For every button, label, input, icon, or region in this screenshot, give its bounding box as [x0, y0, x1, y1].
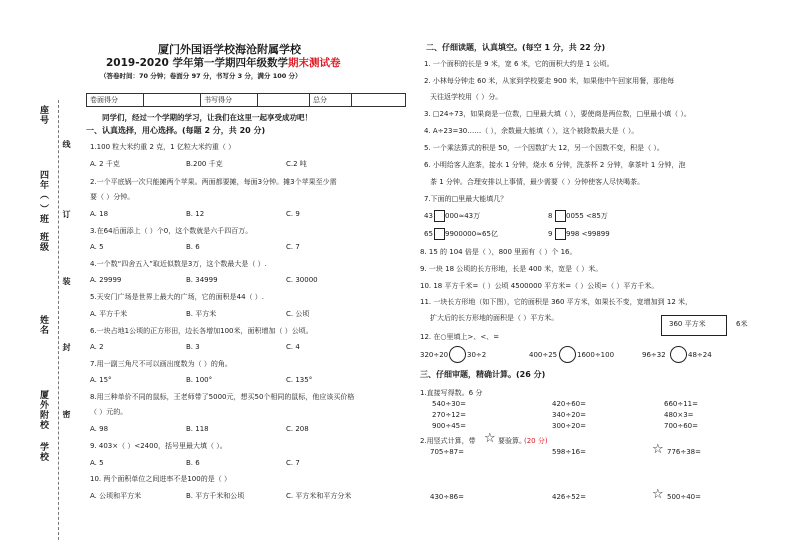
s2-q7-box-2 [555, 210, 566, 222]
score-cell-paper [144, 94, 201, 107]
s2-q7-box-1 [434, 210, 445, 222]
s1-q7-opt-a: A. 15° [90, 376, 112, 384]
s3-p1: 1.直接写得数。6 分 [420, 389, 483, 397]
s1-q2a: 2.一个平底锅一次只能摊两个苹果。两面都要摊，每面3分钟。摊3个苹果至少需 [90, 178, 337, 186]
exam-title-suffix: 期末测试卷 [287, 57, 341, 69]
s2-q7-box-4 [555, 228, 566, 240]
s1-q6-opt-b: B. 3 [186, 343, 200, 351]
vertical-calc-3: 776÷38= [667, 448, 701, 456]
cmp-right-1: 30÷2 [467, 351, 487, 359]
s1-q1: 1.100 粒大米约重 2 克，1 亿粒大米约重（ ） [90, 143, 236, 151]
binding-label-school-value: 厦外附校 [38, 390, 48, 430]
direct-calc-9: 700÷60= [664, 422, 698, 430]
s1-q3-opt-a: A. 5 [90, 243, 104, 251]
s2-q1: 1. 一个面积的长是 9 米，宽 6 米，它的面积大约是 1 公顷。 [424, 60, 614, 68]
compare-circle-2 [559, 346, 576, 363]
s1-q9-opt-b: B. 6 [186, 459, 200, 467]
s2-q8: 8. 15 的 104 倍是（ ），800 里面有（ ）个 16。 [420, 248, 577, 256]
star-icon: ☆ [652, 442, 664, 457]
rectangle-width-label: 6米 [736, 320, 748, 328]
s3-p2a: 2.用竖式计算，带 [420, 437, 476, 445]
s1-q1-opt-a: A. 2 千克 [90, 160, 120, 168]
direct-calc-4: 270÷12= [432, 411, 466, 419]
compare-circle-1 [449, 346, 466, 363]
s1-q8b: （ ）元的。 [90, 408, 128, 416]
binding-label-zhuang: 装 [62, 277, 71, 286]
binding-label-ding: 订 [62, 210, 71, 219]
s1-q5-opt-a: A. 平方千米 [90, 310, 128, 318]
s1-q3-opt-c: C. 7 [286, 243, 300, 251]
s1-q9-opt-a: A. 5 [90, 459, 104, 467]
score-label-total: 总分 [310, 94, 352, 107]
s2-q11b: 扩大后的长方形地的面积是（ ）平方米。 [430, 314, 559, 322]
s1-q7: 7.用一副三角尺不可以画出度数为（ ）的角。 [90, 360, 232, 368]
s1-q4-opt-c: C. 30000 [286, 276, 318, 284]
section1-title: 一、认真选择，用心选择。(每题 2 分，共 20 分) [86, 126, 266, 135]
direct-calc-6: 480×3= [664, 411, 694, 419]
star-icon: ☆ [484, 431, 496, 446]
s3-p2-score: (20 分) [524, 437, 548, 445]
score-table [86, 93, 406, 107]
s2-q10: 10. 18 平方千米=（ ）公顷 4500000 平方米=（ ）公顷=（ ）平方千米。 [420, 282, 659, 290]
s1-q8-opt-b: B. 118 [186, 425, 209, 433]
direct-calc-3: 660÷11= [664, 400, 698, 408]
binding-label-line: 线 [62, 140, 71, 149]
s1-q10-opt-a: A. 公顷和平方米 [90, 492, 142, 500]
cmp-left-2: 400÷25 [529, 351, 558, 359]
direct-calc-2: 420÷60= [552, 400, 586, 408]
score-label-paper: 卷面得分 [87, 94, 144, 107]
s2-q7-row1b-num: 8 [548, 212, 553, 220]
s2-q7: 7.下面的□里最大能填几？ [424, 195, 508, 203]
vertical-calc-6: 500÷40= [667, 493, 701, 501]
s1-q6-opt-c: C. 4 [286, 343, 300, 351]
s1-q5-opt-b: B. 平方米 [186, 310, 217, 318]
s1-q3-opt-b: B. 6 [186, 243, 200, 251]
exam-info: （答卷时间：70 分钟；卷面分 97 分，书写分 3 分，满分 100 分） [100, 72, 302, 80]
score-cell-writing [258, 94, 310, 107]
direct-calc-5: 340÷20= [552, 411, 586, 419]
direct-calc-7: 900÷45= [432, 422, 466, 430]
s1-q2-opt-a: A. 18 [90, 210, 109, 218]
s3-p2b: 要验算。 [498, 437, 526, 445]
vertical-calc-1: 705÷87= [430, 448, 464, 456]
s2-q7-box-3 [434, 228, 445, 240]
s2-q2b: 天往返学校用（ ）分。 [430, 93, 503, 101]
school-title: 厦门外国语学校海沧附属学校 [158, 43, 301, 56]
s1-q2b: 要（ ）分钟。 [90, 193, 135, 201]
s1-q6-opt-a: A. 2 [90, 343, 104, 351]
s2-q6b: 茶 1 分钟。合理安排以上事情，最少需要（ ）分钟使客人尽快喝茶。 [430, 178, 645, 186]
binding-label-class: 班级 [38, 232, 48, 252]
vertical-calc-2: 598÷16= [552, 448, 586, 456]
s2-q2a: 2. 小林每分钟走 60 米，从家到学校要走 900 米，如果他中午回家用餐，那他每 [424, 77, 675, 85]
binding-label-mi: 密 [62, 410, 71, 419]
s1-q4-opt-a: A. 29999 [90, 276, 122, 284]
s1-q4: 4.一个数“四舍五入”取近似数是3万，这个数最大是（ ）. [90, 260, 267, 268]
s1-q2-opt-c: C. 9 [286, 210, 300, 218]
s2-q7-row2-text: 9900000≈65亿 [445, 230, 498, 238]
score-cell-total [352, 94, 406, 107]
s1-q2-opt-b: B. 12 [186, 210, 205, 218]
s1-q6: 6.一块占地1公顷的正方形田，边长各增加100米，面积增加（ ）公顷。 [90, 327, 313, 335]
section2-title: 二、仔细读题，认真填空。(每空 1 分，共 22 分) [426, 43, 606, 52]
s2-q5: 5. 一个乘法算式的积是 50，一个因数扩大 12，另一个因数不变，积是（ ）。 [424, 144, 664, 152]
s1-q7-opt-b: B. 100° [186, 376, 213, 384]
s1-q10-opt-c: C. 平方米和平方分米 [286, 492, 352, 500]
s1-q9: 9. 403×（ ）<2400，括号里最大填（ ）。 [90, 442, 227, 450]
s2-q12: 12. 在○里填上>、<、= [420, 333, 500, 341]
s1-q10-opt-b: B. 平方千米和公顷 [186, 492, 245, 500]
vertical-calc-5: 426÷52= [552, 493, 586, 501]
s1-q8-opt-a: A. 98 [90, 425, 109, 433]
binding-label-feng: 封 [62, 343, 71, 352]
exam-title [106, 58, 340, 69]
greeting: 同学们，经过一个学期的学习，让我们在这里一起享受成功吧！ [102, 113, 312, 122]
s1-q5: 5.天安门广场是世界上最大的广场，它的面积是44（ ）. [90, 293, 265, 301]
direct-calc-1: 540÷30= [432, 400, 466, 408]
score-label-writing: 书写得分 [201, 94, 258, 107]
s2-q6a: 6. 小明给客人泡茶，接水 1 分钟，烧水 6 分钟，洗茶杯 2 分钟，拿茶叶 1 分钟，泡 [424, 161, 686, 169]
s2-q11a: 11. 一块长方形地（如下图），它的面积是 360 平方米，如果长不变，宽增加到 12 米， [420, 298, 693, 306]
direct-calc-8: 300÷20= [552, 422, 586, 430]
s2-q3: 3. □24÷73，如果商是一位数，□里最大填（ ），要使商是两位数，□里最小填（ ）。 [424, 110, 691, 118]
exam-title-prefix: 2019-2020 学年第一学期四年级数学 [106, 57, 288, 69]
s1-q7-opt-c: C. 135° [286, 376, 313, 384]
binding-label-class-value: 四年（ ）班 [38, 170, 48, 225]
cmp-right-2: 1600÷100 [577, 351, 615, 359]
s2-q7-row2-num: 65 [424, 230, 433, 238]
s1-q10: 10. 两个面积单位之间进率不是100的是（ ） [90, 475, 231, 483]
s1-q1-opt-c: C.2 吨 [286, 160, 307, 168]
cmp-left-3: 96÷32 [642, 351, 666, 359]
s1-q5-opt-c: C. 公顷 [286, 310, 310, 318]
cmp-right-3: 48÷24 [688, 351, 712, 359]
s2-q9: 9. 一块 18 公顷的长方形地，长是 400 米，宽是（ ）米。 [420, 265, 603, 273]
vertical-calc-4: 430÷86= [430, 493, 464, 501]
s1-q3: 3.在64后面添上（ ）个0，这个数就是六千四百万。 [90, 227, 253, 235]
s2-q7-row1-num: 43 [424, 212, 433, 220]
s1-q8a: 8.用三种单价不同的鼠标，王老师带了5000元，想买50个相同的鼠标，他应该买价格 [90, 393, 355, 401]
s1-q9-opt-c: C. 7 [286, 459, 300, 467]
s2-q7-row2b-num: 9 [548, 230, 553, 238]
s1-q8-opt-c: C. 208 [286, 425, 309, 433]
binding-line [58, 100, 59, 540]
s2-q4: 4. A÷23=30……（ ），余数最大能填（ ），这个被除数最大是（ ）。 [424, 127, 639, 135]
binding-label-school: 学校 [38, 442, 48, 462]
binding-label-name: 姓名 [38, 315, 48, 335]
rectangle-area-label: 360 平方米 [669, 320, 706, 328]
compare-circle-3 [670, 346, 687, 363]
binding-label-seat: 座号 [38, 105, 48, 125]
s1-q1-opt-b: B.200 千克 [186, 160, 223, 168]
s2-q7-row1-text: 000≈43万 [445, 212, 481, 220]
star-icon: ☆ [652, 487, 664, 502]
s2-q7-row1b-text: 0055 <85万 [566, 212, 608, 220]
section3-title: 三、仔细审题，精确计算。(26 分) [420, 370, 546, 379]
s2-q7-row2b-text: 998 <99899 [566, 230, 610, 238]
cmp-left-1: 320÷20 [420, 351, 449, 359]
s1-q4-opt-b: B. 34999 [186, 276, 218, 284]
